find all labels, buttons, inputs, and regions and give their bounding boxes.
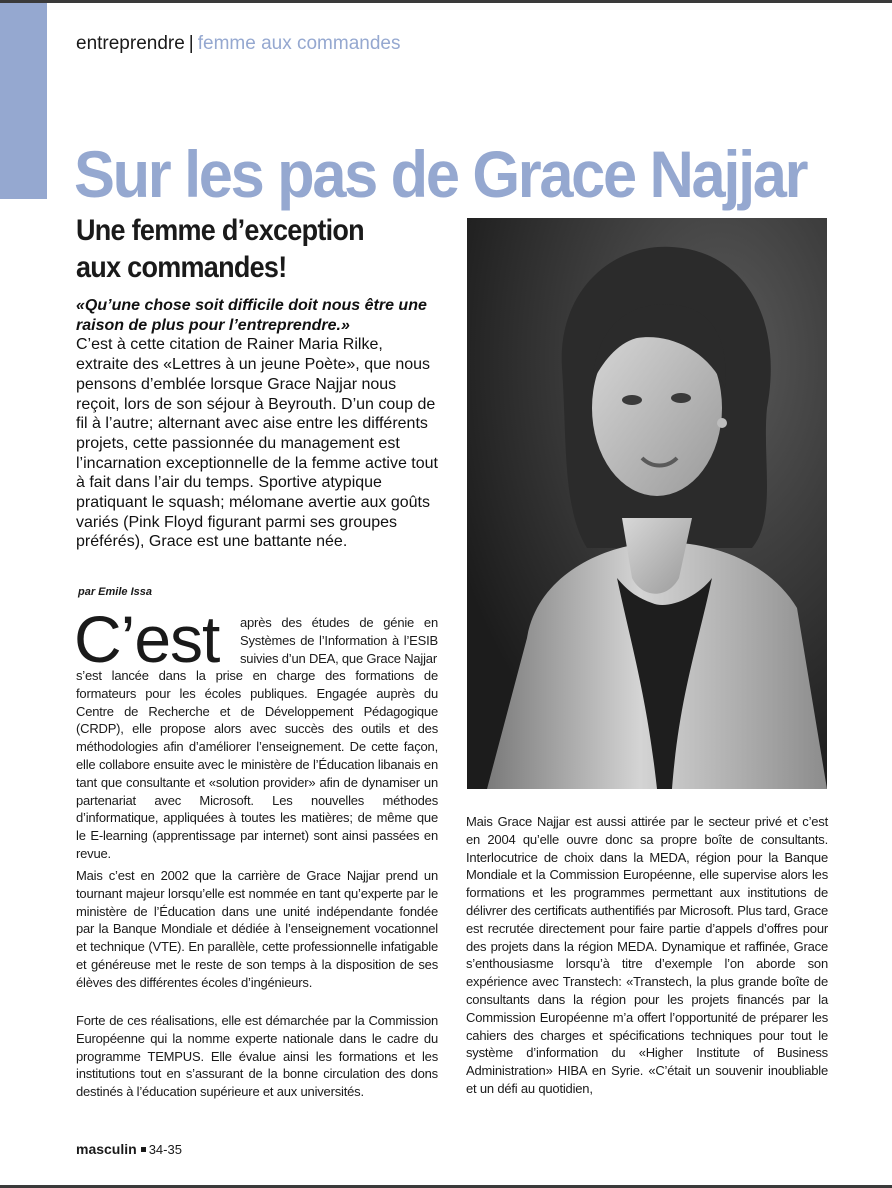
section-label: entreprendre	[76, 33, 185, 54]
byline: par Emile Issa	[78, 586, 152, 598]
magazine-name: masculin	[76, 1141, 137, 1157]
section-header	[76, 33, 400, 55]
section-color-tab	[0, 3, 47, 199]
lead-paragraph-continued: s’est lancée dans la prise en charge des formations de formateurs pour les écoles publiques. Engagée auprès du Centre de Recherche et de Développement Pédagogique (CRDP), elle propose alors avec succès des outils et des méthodologies afin d’améliorer l’enseignement. De cette façon, elle collabore ensuite avec le ministère de l’Éducation libanais en tant que consultante et «solution provider» afin de dynamiser un partenariat avec Microsoft. Les nouvelles méthodes d’informatique, appliquées à toutes les matières; de même que le E-learning (apprentissage par internet) sont ainsi passées en revue.	[76, 668, 438, 861]
body-paragraph-3: Forte de ces réalisations, elle est démarchée par la Commission Européenne qui la nomme experte nationale dans le cadre du programme TEMPUS. Elle évalue ainsi les formations et les institutions tout en s’assurant de la bonne circulation des dons destinés à l’éducation supérieure et aux universités.	[76, 1013, 438, 1100]
body-paragraph-2: Mais c’est en 2002 que la carrière de Grace Najjar prend un tournant majeur lorsqu’elle est nommée en tant qu’experte par le ministère de l’Éducation dans une unité indépendante fondée par la Banque Mondiale et dédiée à l’enseignement vocationnel et technique (VTE). En parallèle, cette professionnelle infatigable et généreuse met le reste de son temps à la disposition de ses élèves des différentes écoles d’ingénieurs.	[76, 868, 438, 990]
intro-block	[76, 296, 438, 552]
page-footer	[76, 1141, 182, 1157]
page-numbers: 34-35	[148, 1142, 182, 1157]
bullet-icon	[141, 1147, 146, 1152]
lead-paragraph-start: après des études de génie en Systèmes de l’Information à l’ESIB suivies d’un DEA, que Grace Najjar	[240, 615, 438, 666]
portrait-illustration	[467, 218, 827, 789]
section-separator: |	[188, 33, 194, 54]
article-subtitle: Une femme d’exception aux commandes!	[76, 214, 364, 284]
subsection-label: femme aux commandes	[197, 33, 401, 54]
article-title: Sur les pas de Grace Najjar	[74, 137, 807, 211]
intro-quote: «Qu’une chose soit difficile doit nous être une raison de plus pour l’entreprendre.»	[76, 297, 427, 334]
dropcap-word: C’est	[74, 602, 220, 676]
top-rule	[0, 0, 892, 3]
body-paragraph-4: Mais Grace Najjar est aussi attirée par le secteur privé et c’est en 2004 qu’elle ouvre donc sa propre boîte de consultants. Interlocutrice de choix dans la MEDA, région pour la Banque Mondiale et la Commission Européenne, elle supervise alors les formations et les programmes permettant aux institutions de délivrer des certificats authentifiés par Microsoft. Plus tard, Grace est recrutée directement pour faire partie d’appels d’offres pour des projets dans la région MEDA. Dynamique et raffinée, Grace s’enthousiasme lorsqu’à titre d’exemple l’on aborde son expérience avec Transtech: «Transtech, la plus grande boîte de consultants dans la région pour les projets financés par la Commission Européenne m’a offert l’opportunité de préparer les cahiers des charges et spécifications techniques pour tout le système d’information du «Higher Institute of Business Administration» HIBA en Syrie. «C’était un souvenir inoubliable et un défi au quotidien,	[466, 814, 828, 1096]
intro-text: C’est à cette citation de Rainer Maria Rilke, extraite des «Lettres à un jeune Poète», que nous pensons d’emblée lorsque Grace Najjar nous reçoit, lors de son séjour à Beyrouth. D’un coup de fil à l’autre; alternant avec aise entre les différents projets, cette passionnée du management est l’incarnation exceptionnelle de la femme active tout à fait dans l’air du temps. Sportive atypique pratiquant le squash; mélomane avertie aux goûts variés (Pink Floyd figurant parmi ses groupes préférés), Grace est une battante née.	[76, 336, 438, 551]
portrait-photo	[467, 218, 827, 789]
